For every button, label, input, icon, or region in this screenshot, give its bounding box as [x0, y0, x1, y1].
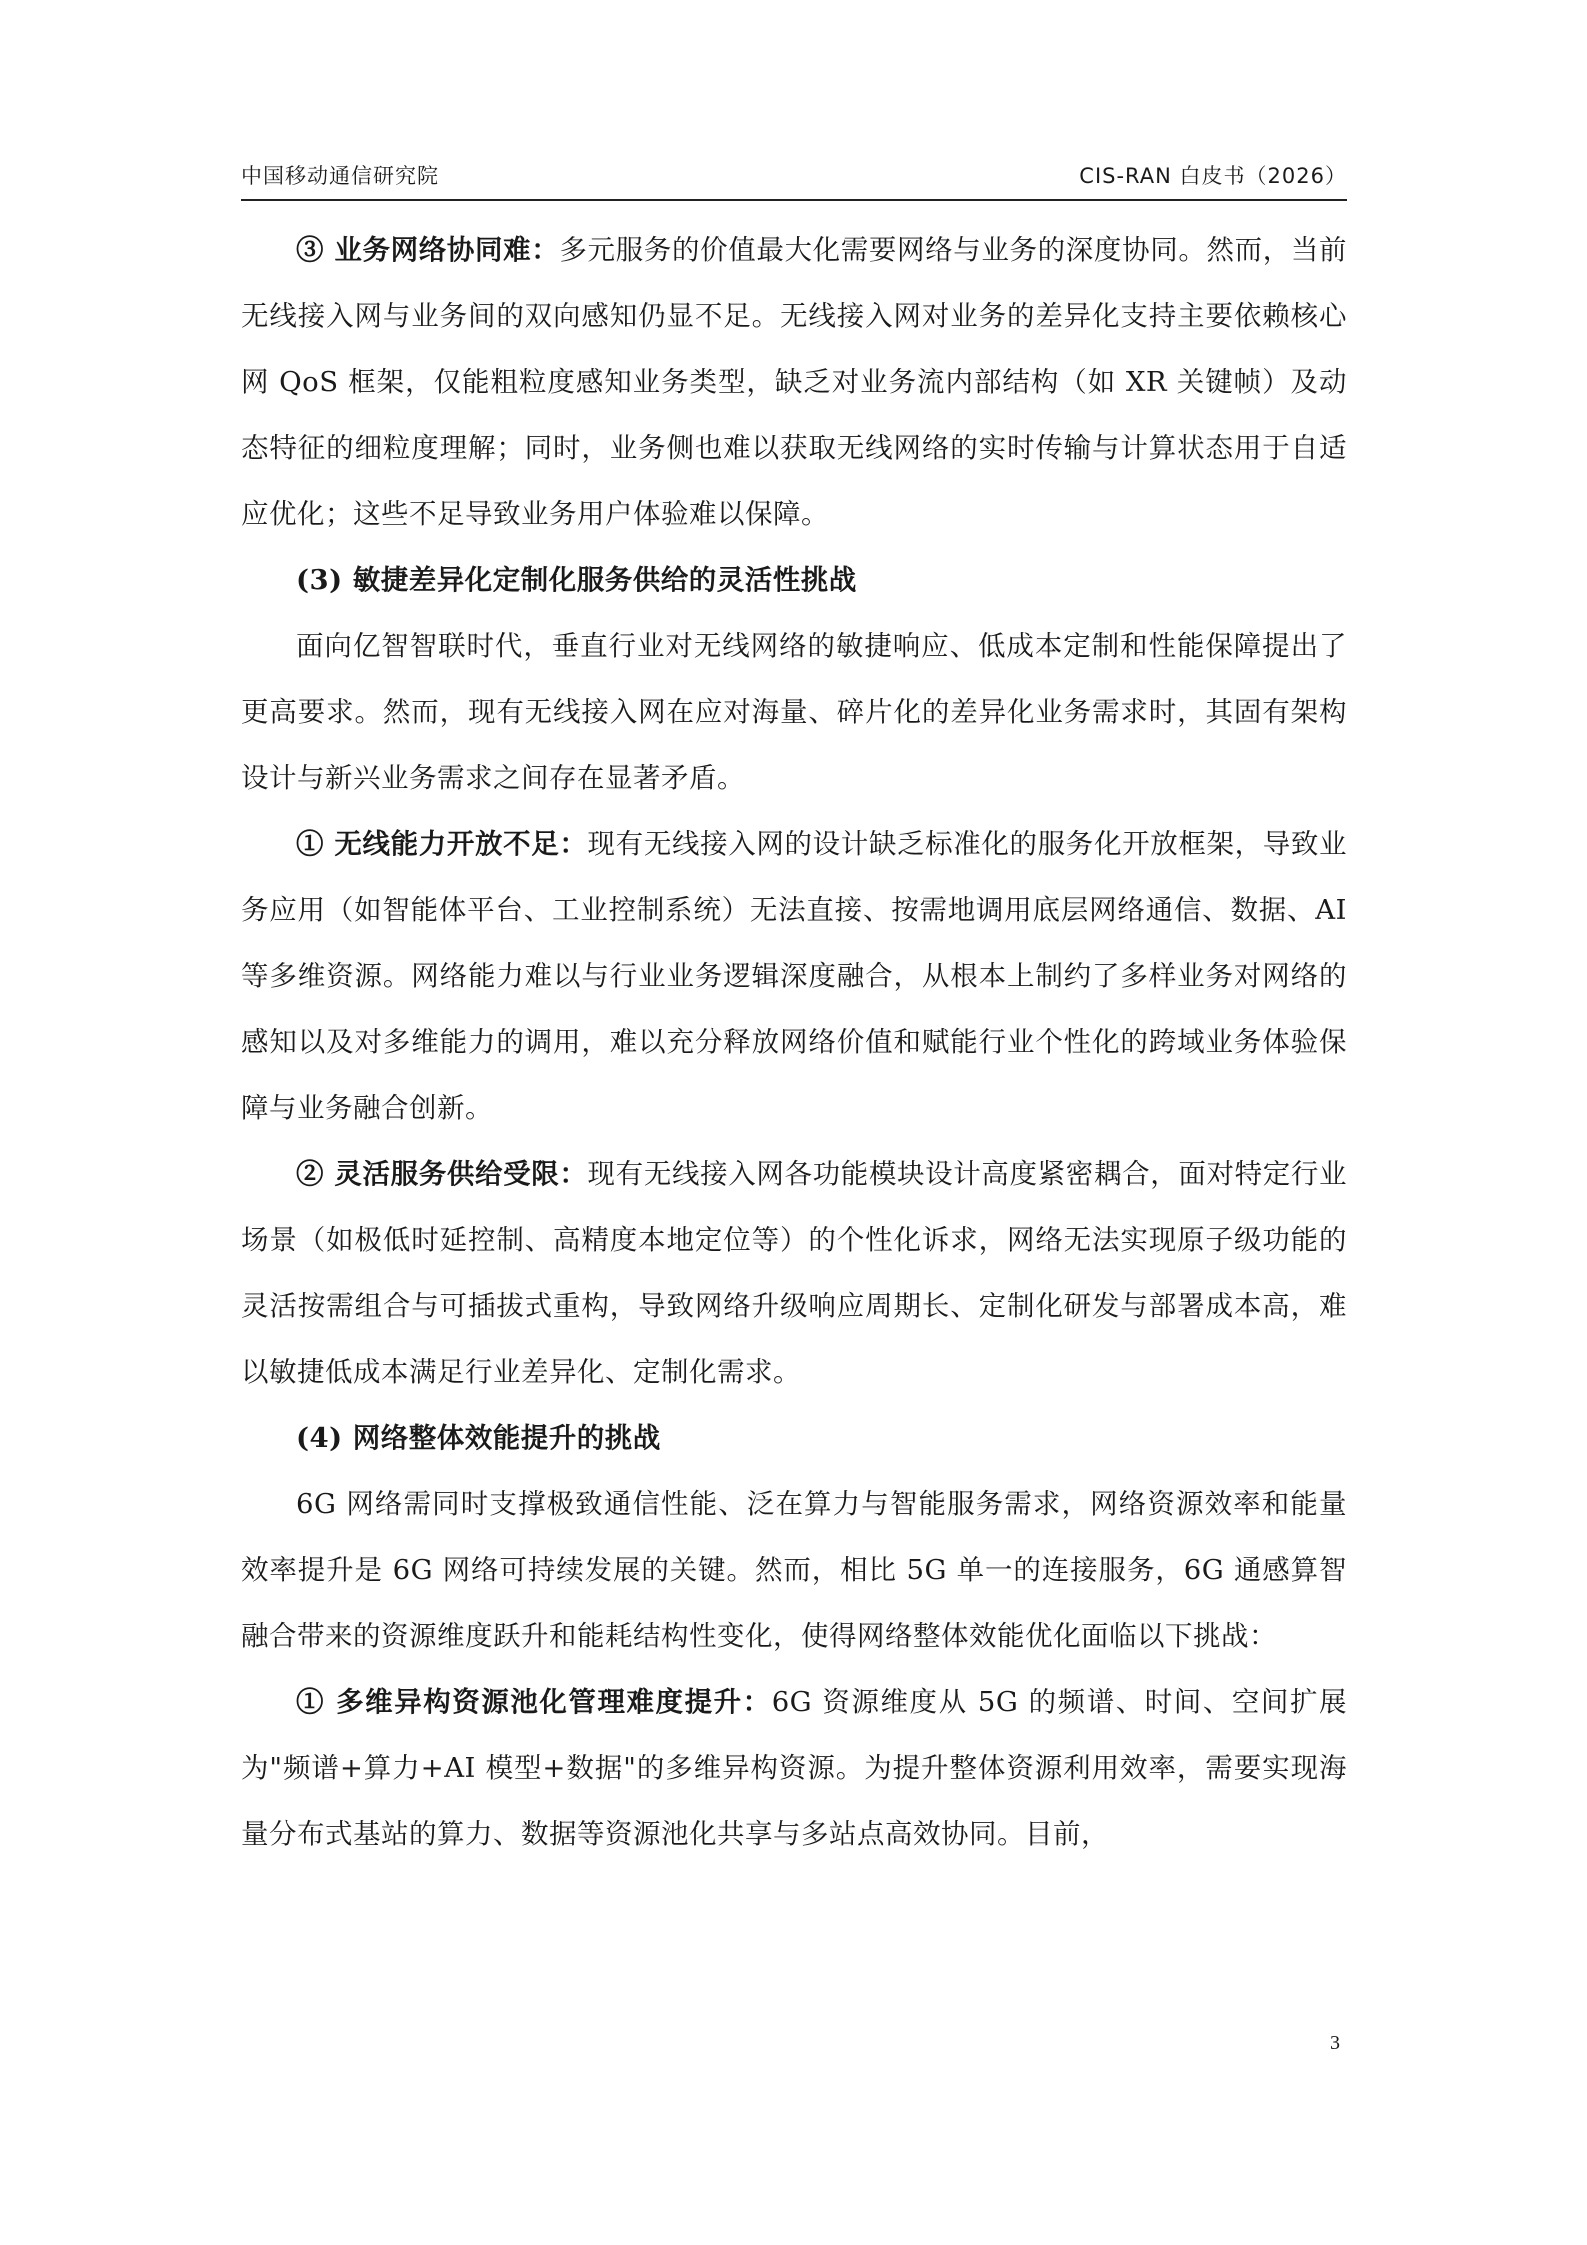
item-text: 6G 资源维度从 5G 的频谱、时间、空间扩展为"频谱+算力+AI 模型+数据"的多维异构资源。为提升整体资源利用效率，需要实现海量分布式基站的算力、数据等资源池化共享与多站点高效协同。目前，: [241, 1686, 1347, 1850]
paragraph-agile-intro: 面向亿智智联时代，垂直行业对无线网络的敏捷响应、低成本定制和性能保障提出了更高要求。然而，现有无线接入网在应对海量、碎片化的差异化业务需求时，其固有架构设计与新兴业务需求之间存在显著矛盾。: [241, 630, 1347, 794]
item-lead: ① 多维异构资源池化管理难度提升：: [296, 1686, 772, 1718]
section-heading-agile-customization: (3) 敏捷差异化定制化服务供给的灵活性挑战: [296, 564, 857, 596]
page-header: [241, 160, 1347, 196]
item-lead: ① 无线能力开放不足：: [296, 828, 588, 860]
item-text: 多元服务的价值最大化需要网络与业务的深度协同。然而，当前无线接入网与业务间的双向感知仍显不足。无线接入网对业务的差异化支持主要依赖核心网 QoS 框架，仅能粗粒度感知业务类型，缺乏对业务流内部结构（如 XR 关键帧）及动态特征的细粒度理解；同时，业务侧也难以获取无线网络的实时传输与计算状态用于自适应优化；这些不足导致业务用户体验难以保障。: [241, 234, 1347, 530]
paragraph-flexible-service-supply: [241, 1141, 1347, 1405]
page-number: 3: [1330, 2032, 1340, 2054]
paragraph-wireless-capability-exposure: [241, 811, 1347, 1141]
item-lead: ② 灵活服务供给受限：: [296, 1158, 588, 1190]
section-heading-network-efficiency: (4) 网络整体效能提升的挑战: [296, 1422, 661, 1454]
header-document-title: CIS-RAN 白皮书（2026）: [1079, 164, 1347, 188]
item-text: 现有无线接入网各功能模块设计高度紧密耦合，面对特定行业场景（如极低时延控制、高精度本地定位等）的个性化诉求，网络无法实现原子级功能的灵活按需组合与可插拔式重构，导致网络升级响应周期长、定制化研发与部署成本高，难以敏捷低成本满足行业差异化、定制化需求。: [241, 1158, 1348, 1388]
header-divider: [241, 199, 1347, 201]
item-lead: ③ 业务网络协同难：: [296, 234, 560, 266]
header-organization: 中国移动通信研究院: [241, 164, 439, 188]
paragraph-efficiency-intro: 6G 网络需同时支撑极致通信性能、泛在算力与智能服务需求，网络资源效率和能量效率提升是 6G 网络可持续发展的关键。然而，相比 5G 单一的连接服务，6G 通感算智融合带来的资源维度跃升和能耗结构性变化，使得网络整体效能优化面临以下挑战：: [241, 1488, 1347, 1652]
document-body: [241, 217, 1347, 1867]
item-text: 现有无线接入网的设计缺乏标准化的服务化开放框架，导致业务应用（如智能体平台、工业控制系统）无法直接、按需地调用底层网络通信、数据、AI 等多维资源。网络能力难以与行业业务逻辑深度融合，从根本上制约了多样业务对网络的感知以及对多维能力的调用，难以充分释放网络价值和赋能行业个性化的跨域业务体验保障与业务融合创新。: [241, 828, 1348, 1124]
paragraph-resource-pooling: [241, 1669, 1347, 1867]
paragraph-business-network-synergy: [241, 217, 1347, 547]
